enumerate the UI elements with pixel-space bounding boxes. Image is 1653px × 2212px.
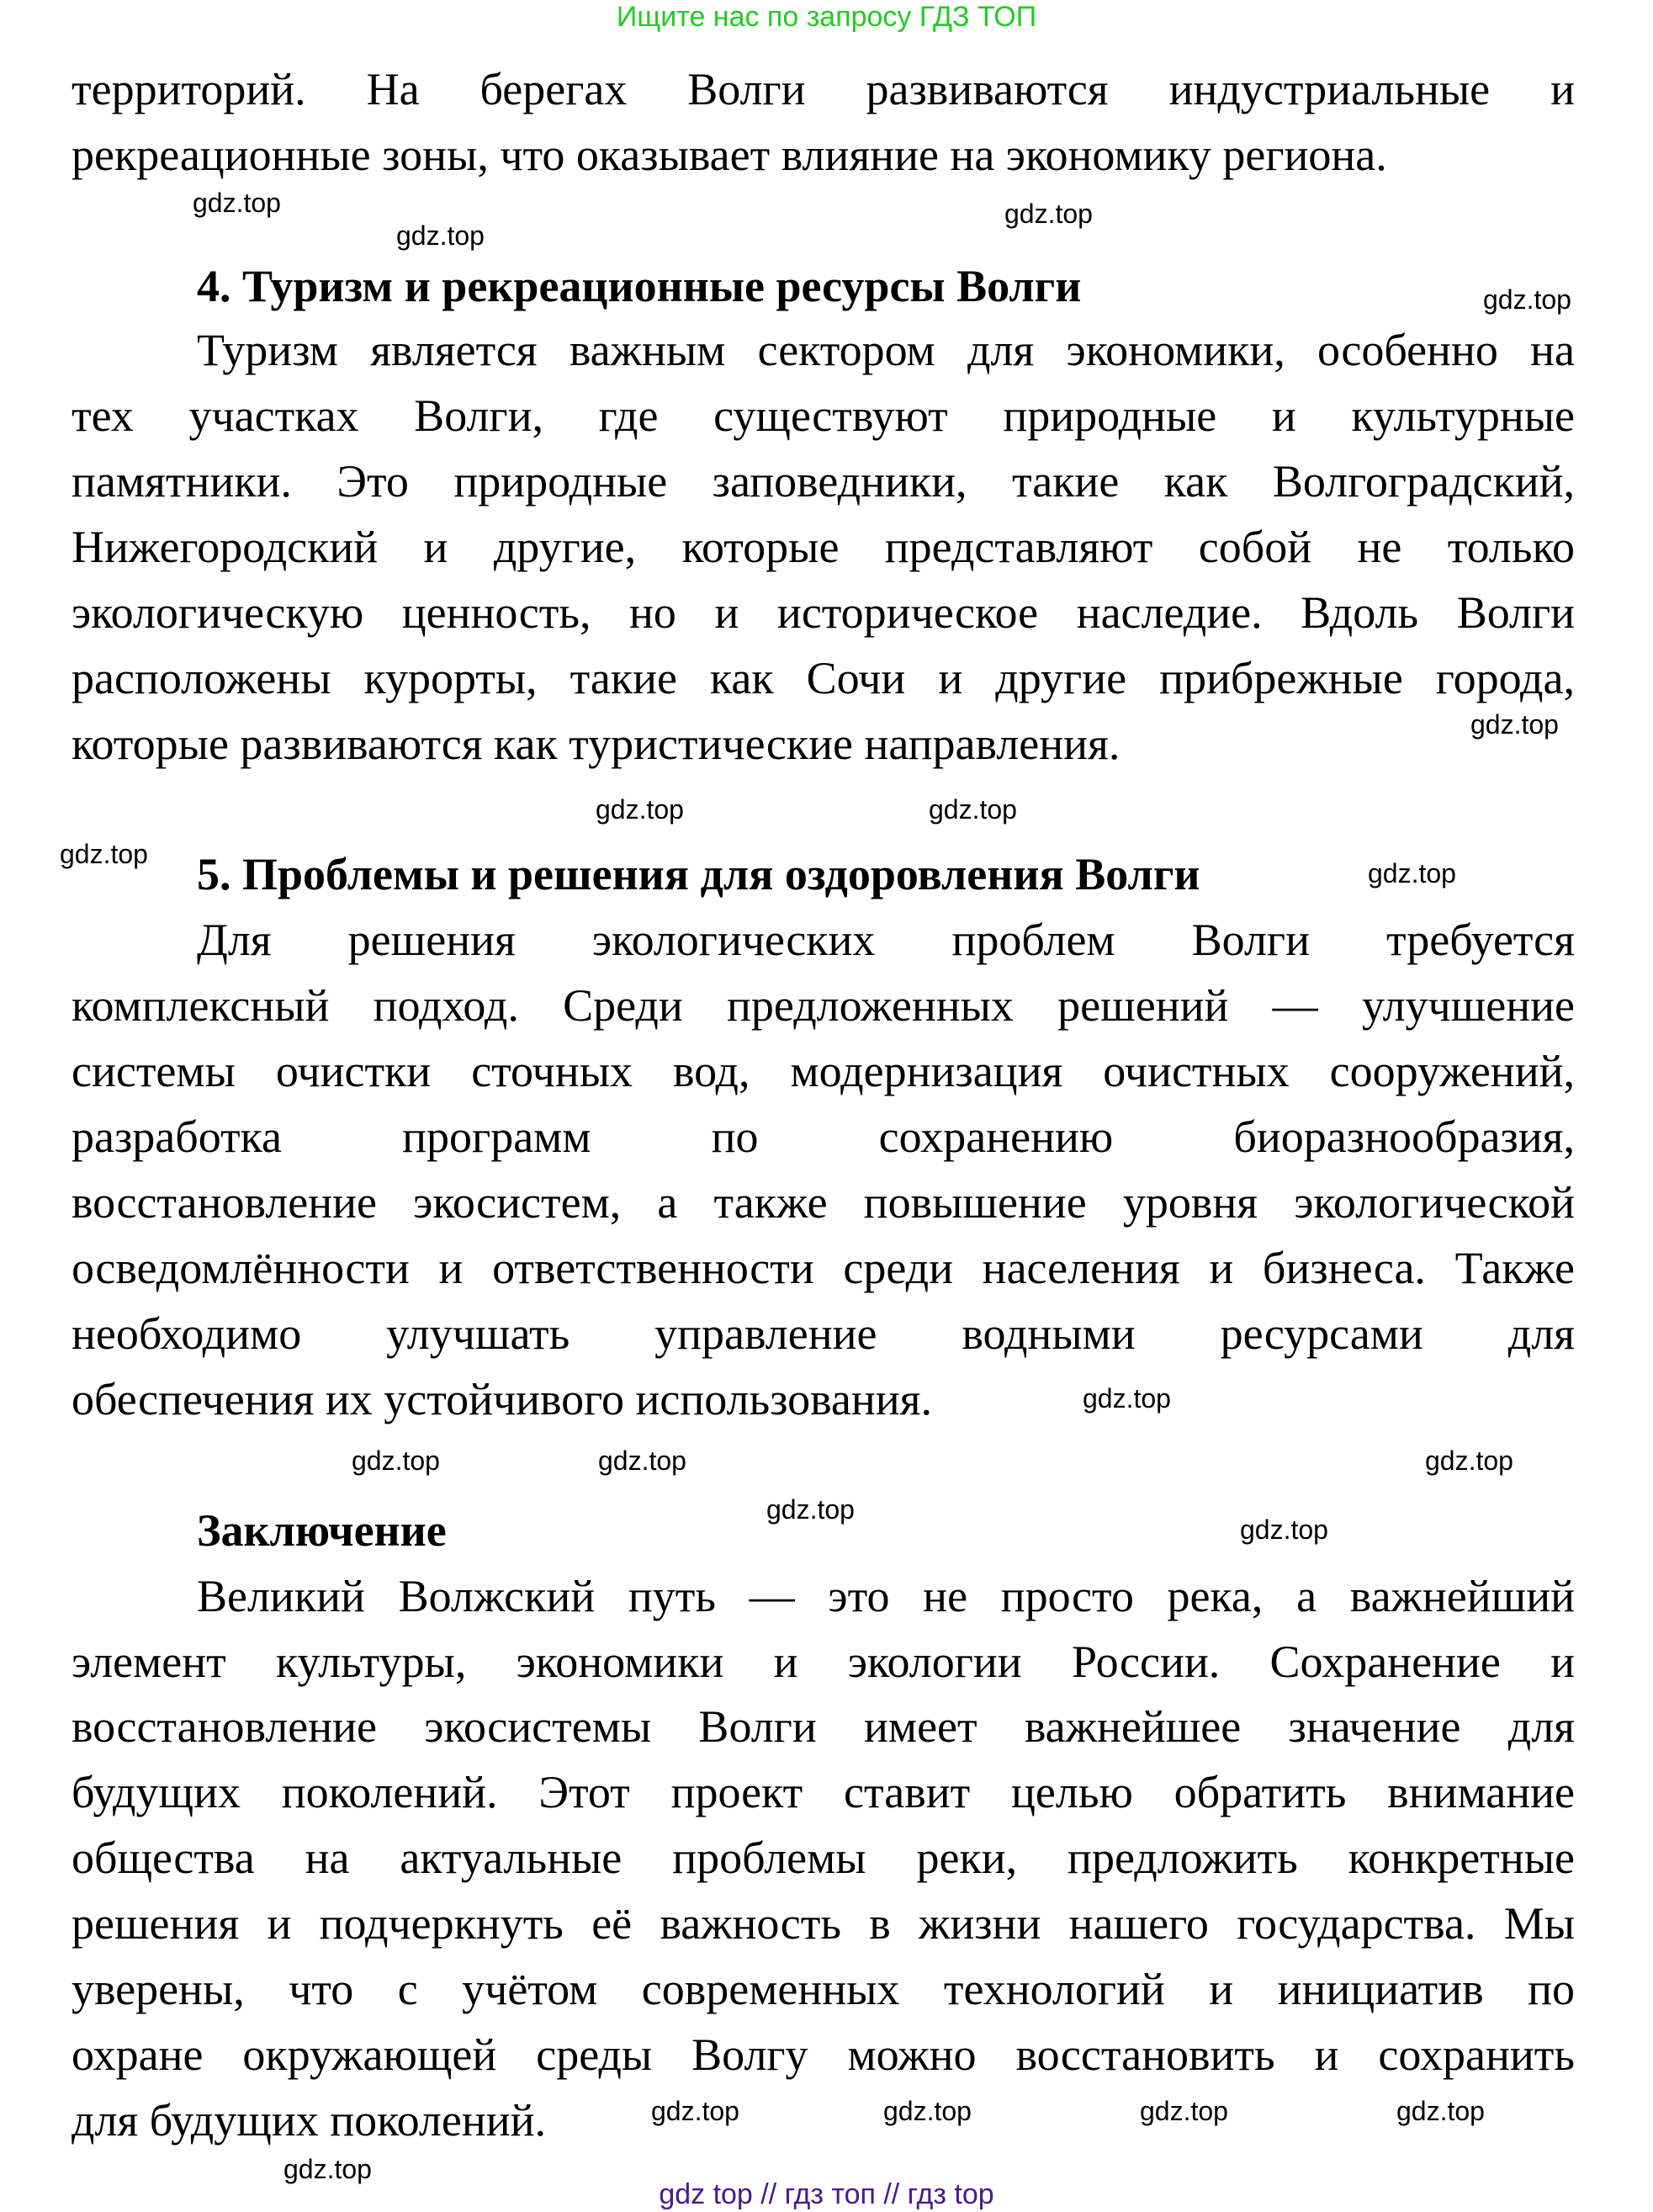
watermark: gdz.top [1470,709,1559,740]
text-line: охране окружающей среды Волгу можно восстановить и сохранить [72,2029,1575,2080]
search-banner[interactable]: Ищите нас по запросу ГДЗ ТОП [616,1,1037,33]
text-line: рекреационные зоны, что оказывает влияние на экономику региона. [72,130,1387,180]
watermark: gdz.top [1483,284,1571,315]
watermark: gdz.top [883,2096,972,2126]
text-line: которые развиваются как туристические направления. [72,719,1121,769]
text-line: территорий. На берегах Волги развиваются индустриальные и [72,64,1575,114]
text-line: будущих поколений. Этот проект ставит целью обратить внимание [72,1767,1575,1817]
watermark: gdz.top [1140,2096,1228,2126]
text-line: Великий Волжский путь — это не просто река, а важнейший [197,1571,1575,1621]
text-line: элемент культуры, экономики и экологии России. Сохранение и [72,1636,1575,1687]
text-line: необходимо улучшать управление водными ресурсами для [72,1308,1575,1359]
watermark: gdz.top [1425,1445,1513,1476]
watermark: gdz.top [1083,1383,1171,1414]
watermark: gdz.top [1240,1514,1328,1545]
text-line: разработка программ по сохранению биоразнообразия, [72,1111,1575,1162]
text-line: экологическую ценность, но и историческое наследие. Вдоль Волги [72,587,1575,638]
watermark: gdz.top [193,188,281,218]
text-line: комплексный подход. Среди предложенных решений — улучшение [72,980,1575,1031]
section-heading: 4. Туризм и рекреационные ресурсы Волги [197,261,1082,311]
watermark: gdz.top [352,1445,440,1476]
watermark: gdz.top [651,2096,739,2126]
text-line: восстановление экосистем, а также повышение уровня экологической [72,1177,1575,1228]
text-line: Для решения экологических проблем Волги требуется [197,915,1575,965]
section-heading: Заключение [197,1505,447,1556]
watermark: gdz.top [596,794,684,825]
text-line: Нижегородский и другие, которые представляют собой не только [72,522,1575,572]
text-line: восстановление экосистемы Волги имеет важнейшее значение для [72,1701,1575,1752]
footer-links[interactable]: gdz top // гдз топ // гдз top [659,2178,994,2210]
text-line: общества на актуальные проблемы реки, предложить конкретные [72,1833,1575,1883]
watermark: gdz.top [1368,858,1456,889]
text-line: тех участках Волги, где существуют природные и культурные [72,390,1575,441]
watermark: gdz.top [766,1494,855,1525]
watermark: gdz.top [396,220,485,251]
section-heading: 5. Проблемы и решения для оздоровления Волги [197,849,1200,899]
watermark: gdz.top [598,1445,686,1476]
text-line: уверены, что с учётом современных технологий и инициатив по [72,1964,1575,2014]
text-line: расположены курорты, такие как Сочи и другие прибрежные города, [72,653,1575,703]
text-line: осведомлённости и ответственности среди населения и бизнеса. Также [72,1243,1575,1293]
text-line: решения и подчеркнуть её важность в жизни нашего государства. Мы [72,1898,1575,1949]
text-line: обеспечения их устойчивого использования. [72,1374,932,1424]
watermark: gdz.top [1396,2096,1485,2126]
watermark: gdz.top [1004,199,1093,229]
watermark: gdz.top [283,2154,372,2184]
text-line: системы очистки сточных вод, модернизация очистных сооружений, [72,1046,1575,1096]
text-line: Туризм является важным сектором для экономики, особенно на [197,325,1575,375]
watermark: gdz.top [929,794,1017,825]
text-line: для будущих поколений. [72,2095,547,2146]
text-line: памятники. Это природные заповедники, такие как Волгоградский, [72,456,1575,507]
watermark: gdz.top [60,839,148,869]
